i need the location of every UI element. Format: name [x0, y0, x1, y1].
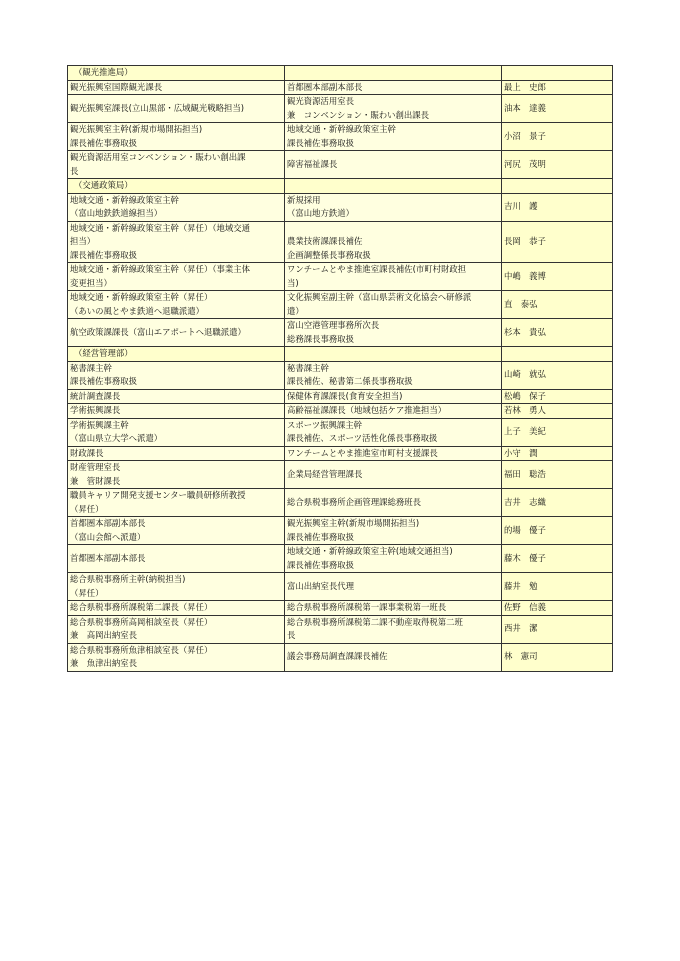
person-name: 若林 勇人 — [502, 404, 613, 419]
previous-position-line: 課長補佐、スポーツ活性化係長事務取扱 — [287, 433, 438, 443]
new-position-line: 変更担当） — [70, 277, 112, 288]
previous-position-line: 議会事務局調査課課長補佐 — [287, 651, 388, 662]
new-position-line: 統計調査課長 — [70, 390, 121, 401]
previous-position-line: ワンチームとやま推進室市町村支援課長 — [287, 447, 438, 458]
previous-position-line: 兼 コンベンション・賑わい創出課長 — [287, 109, 429, 120]
personnel-row — [68, 404, 613, 419]
personnel-row — [68, 291, 613, 319]
section-blank-cell — [285, 347, 502, 362]
person-name: 杉本 貴弘 — [502, 319, 613, 347]
previous-position — [285, 601, 502, 616]
new-position — [68, 95, 285, 123]
person-name: 的場 優子 — [502, 517, 613, 545]
previous-position-line: 課長補佐事務取扱 — [287, 531, 354, 542]
personnel-table — [67, 65, 613, 672]
person-name: 松嶋 保子 — [502, 389, 613, 404]
new-position-line: 総合県税事務所魚津相談室長（昇任） — [70, 644, 213, 655]
personnel-row — [68, 123, 613, 151]
previous-position-line: 富山出納室長代理 — [287, 580, 354, 591]
personnel-row — [68, 95, 613, 123]
new-position — [68, 545, 285, 573]
person-name: 福田 聡浩 — [502, 461, 613, 489]
section-blank-cell — [285, 66, 502, 81]
previous-position-line: 観光振興室主幹(新規市場開拓担当) — [287, 518, 420, 528]
previous-position — [285, 545, 502, 573]
person-name: 佐野 信義 — [502, 601, 613, 616]
person-name: 小守 潤 — [502, 446, 613, 461]
new-position-line: 地域交通・新幹線政策室主幹（昇任） — [70, 292, 213, 302]
previous-position-line: 当) — [287, 277, 299, 288]
previous-position-line: 課長補佐、秘書第二係長事務取扱 — [287, 376, 413, 386]
previous-position-line: 総合県税事務所課税第一課事業税第一班長 — [287, 602, 447, 612]
previous-position — [285, 151, 502, 179]
person-name: 中嶋 義博 — [502, 263, 613, 291]
previous-position-line: 課長補佐事務取扱 — [287, 137, 354, 148]
new-position — [68, 573, 285, 601]
person-name: 河尻 茂明 — [502, 151, 613, 179]
previous-position — [285, 193, 502, 221]
section-blank-cell — [502, 347, 613, 362]
previous-position — [285, 80, 502, 95]
new-position-line: 兼 管財課長 — [70, 475, 121, 486]
new-position-line: 財政課長 — [70, 447, 104, 458]
previous-position — [285, 95, 502, 123]
new-position-line: 総合県税事務所主幹(納税担当) — [70, 574, 186, 584]
previous-position — [285, 418, 502, 446]
new-position — [68, 461, 285, 489]
previous-position — [285, 291, 502, 319]
previous-position-line: 保健体育課課長(食育安全担当) — [287, 390, 403, 401]
new-position — [68, 418, 285, 446]
previous-position — [285, 461, 502, 489]
previous-position — [285, 517, 502, 545]
new-position — [68, 489, 285, 517]
previous-position-line — [287, 222, 499, 236]
person-name: 西井 潔 — [502, 615, 613, 643]
new-position — [68, 446, 285, 461]
person-name: 山崎 就弘 — [502, 361, 613, 389]
new-position-line: 観光振興室課長(立山黒部・広域観光戦略担当) — [70, 102, 245, 113]
personnel-table-body — [68, 66, 613, 672]
previous-position-line: 遣） — [287, 305, 304, 316]
person-name: 林 憲司 — [502, 643, 613, 671]
section-blank-cell — [285, 179, 502, 194]
new-position — [68, 80, 285, 95]
previous-position-line: （富山地方鉄道） — [287, 208, 354, 218]
new-position-line: 兼 魚津出納室長 — [70, 658, 137, 668]
previous-position — [285, 404, 502, 419]
previous-position — [285, 263, 502, 291]
new-position-line: 地域交通・新幹線政策室主幹（昇任）（地域交通 — [70, 222, 251, 233]
new-position-line: 兼 高岡出納室長 — [70, 630, 137, 640]
person-name: 最上 史郎 — [502, 80, 613, 95]
previous-position-line: 課長補佐事務取扱 — [287, 559, 354, 570]
previous-position-line: 企業局経営管理課長 — [287, 468, 363, 479]
personnel-row — [68, 221, 613, 263]
previous-position-line: 企画調整係長事務取扱 — [287, 249, 371, 260]
new-position-line: 航空政策課課長（富山エアポートへ退職派遣） — [70, 326, 246, 337]
personnel-row — [68, 446, 613, 461]
new-position — [68, 404, 285, 419]
previous-position-line: 長 — [287, 630, 296, 640]
new-position — [68, 291, 285, 319]
previous-position-line: 高齢福祉課課長（地域包括ケア推進担当） — [287, 405, 447, 415]
previous-position-line: 富山空港管理事務所次長 — [287, 320, 380, 330]
new-position-line: （富山県立大学へ派遣） — [70, 433, 163, 443]
previous-position-line: 新規採用 — [287, 194, 321, 205]
person-name: 吉井 志織 — [502, 489, 613, 517]
new-position — [68, 517, 285, 545]
new-position-line: 学術振興課主幹 — [70, 419, 129, 430]
section-blank-cell — [502, 66, 613, 81]
section-blank-cell — [502, 179, 613, 194]
previous-position-line: 地域交通・新幹線政策室主幹(地域交通担当) — [287, 546, 453, 556]
new-position — [68, 151, 285, 179]
person-name: 小沼 景子 — [502, 123, 613, 151]
personnel-row — [68, 263, 613, 291]
personnel-row — [68, 517, 613, 545]
new-position-line: 首都圏本部副本部長 — [70, 552, 146, 563]
new-position-line: 観光振興室主幹(新規市場開拓担当) — [70, 124, 203, 134]
person-name: 藤木 優子 — [502, 545, 613, 573]
previous-position — [285, 319, 502, 347]
new-position — [68, 601, 285, 616]
new-position-line: （昇任） — [70, 587, 104, 598]
new-position-line: 財産管理室長 — [70, 462, 121, 472]
new-position-line: （富山地鉄鉄道線担当） — [70, 208, 163, 218]
previous-position-line: 地域交通・新幹線政策室主幹 — [287, 124, 396, 134]
new-position-line: 課長補佐事務取扱 — [70, 376, 137, 386]
personnel-row — [68, 615, 613, 643]
new-position-line: 観光資源活用室コンベンション・賑わい創出課 — [70, 152, 246, 162]
previous-position-line: ワンチームとやま推進室課長補佐(市町村財政担 — [287, 264, 467, 274]
new-position-line: 首都圏本部副本部長 — [70, 518, 146, 528]
previous-position-line: 農業技術課課長補佐 — [287, 236, 363, 246]
new-position-line: 総合県税事務所高岡相談室長（昇任） — [70, 616, 213, 627]
section-row — [68, 347, 613, 362]
new-position — [68, 319, 285, 347]
person-name: 油本 達義 — [502, 95, 613, 123]
new-position-line: 課長補佐事務取扱 — [70, 249, 137, 260]
previous-position — [285, 446, 502, 461]
personnel-row — [68, 418, 613, 446]
new-position — [68, 123, 285, 151]
previous-position-line: 総務課長事務取扱 — [287, 333, 354, 344]
new-position-line: 長 — [70, 165, 79, 176]
new-position-line: 観光振興室国際観光課長 — [70, 81, 163, 92]
section-heading: （経営管理部） — [68, 347, 285, 362]
previous-position — [285, 573, 502, 601]
previous-position — [285, 643, 502, 671]
previous-position — [285, 361, 502, 389]
new-position-line: 秘書課主幹 — [70, 362, 112, 373]
previous-position-line: 障害福祉課長 — [287, 158, 338, 169]
person-name: 上子 美紀 — [502, 418, 613, 446]
personnel-row — [68, 489, 613, 517]
new-position — [68, 643, 285, 671]
personnel-row — [68, 361, 613, 389]
personnel-row — [68, 573, 613, 601]
new-position — [68, 193, 285, 221]
new-position — [68, 361, 285, 389]
section-row — [68, 66, 613, 81]
new-position-line: 学術振興課長 — [70, 405, 121, 415]
personnel-row — [68, 389, 613, 404]
previous-position-line: 文化振興室副主幹（富山県芸術文化協会へ研修派 — [287, 292, 472, 302]
new-position — [68, 221, 285, 263]
previous-position — [285, 389, 502, 404]
new-position-line: 担当） — [70, 236, 96, 246]
person-name: 藤井 勉 — [502, 573, 613, 601]
personnel-row — [68, 545, 613, 573]
personnel-row — [68, 601, 613, 616]
person-name: 長岡 恭子 — [502, 221, 613, 263]
personnel-row — [68, 461, 613, 489]
personnel-row — [68, 643, 613, 671]
new-position — [68, 263, 285, 291]
previous-position-line: スポーツ振興課主幹 — [287, 419, 363, 430]
section-heading: （交通政策局） — [68, 179, 285, 194]
personnel-row — [68, 319, 613, 347]
person-name: 直 泰弘 — [502, 291, 613, 319]
section-heading: （観光推進局） — [68, 66, 285, 81]
previous-position-line: 総合県税事務所企画管理課総務班長 — [287, 496, 421, 507]
person-name: 吉川 護 — [502, 193, 613, 221]
previous-position-line: 秘書課主幹 — [287, 362, 329, 373]
section-row — [68, 179, 613, 194]
previous-position-line: 首都圏本部副本部長 — [287, 81, 363, 92]
new-position-line: 職員キャリア開発支援センター職員研修所教授 — [70, 490, 246, 500]
personnel-row — [68, 151, 613, 179]
new-position-line: 地域交通・新幹線政策室主幹（昇任）（事業主体 — [70, 264, 251, 274]
new-position-line: （富山会館へ派遣） — [70, 531, 146, 542]
new-position-line: （昇任） — [70, 503, 104, 514]
new-position-line: 地域交通・新幹線政策室主幹 — [70, 194, 179, 205]
previous-position — [285, 489, 502, 517]
previous-position — [285, 221, 502, 263]
new-position-line: （あいの風とやま鉄道へ退職派遣） — [70, 305, 204, 316]
new-position-line: 総合県税事務所課税第二課長（昇任） — [70, 602, 213, 612]
new-position-line: 課長補佐事務取扱 — [70, 137, 137, 148]
personnel-row — [68, 193, 613, 221]
personnel-row — [68, 80, 613, 95]
previous-position — [285, 123, 502, 151]
previous-position-line: 観光資源活用室長 — [287, 96, 354, 106]
previous-position — [285, 615, 502, 643]
new-position — [68, 389, 285, 404]
new-position — [68, 615, 285, 643]
previous-position-line: 総合県税事務所課税第二課不動産取得税第二班 — [287, 616, 463, 627]
